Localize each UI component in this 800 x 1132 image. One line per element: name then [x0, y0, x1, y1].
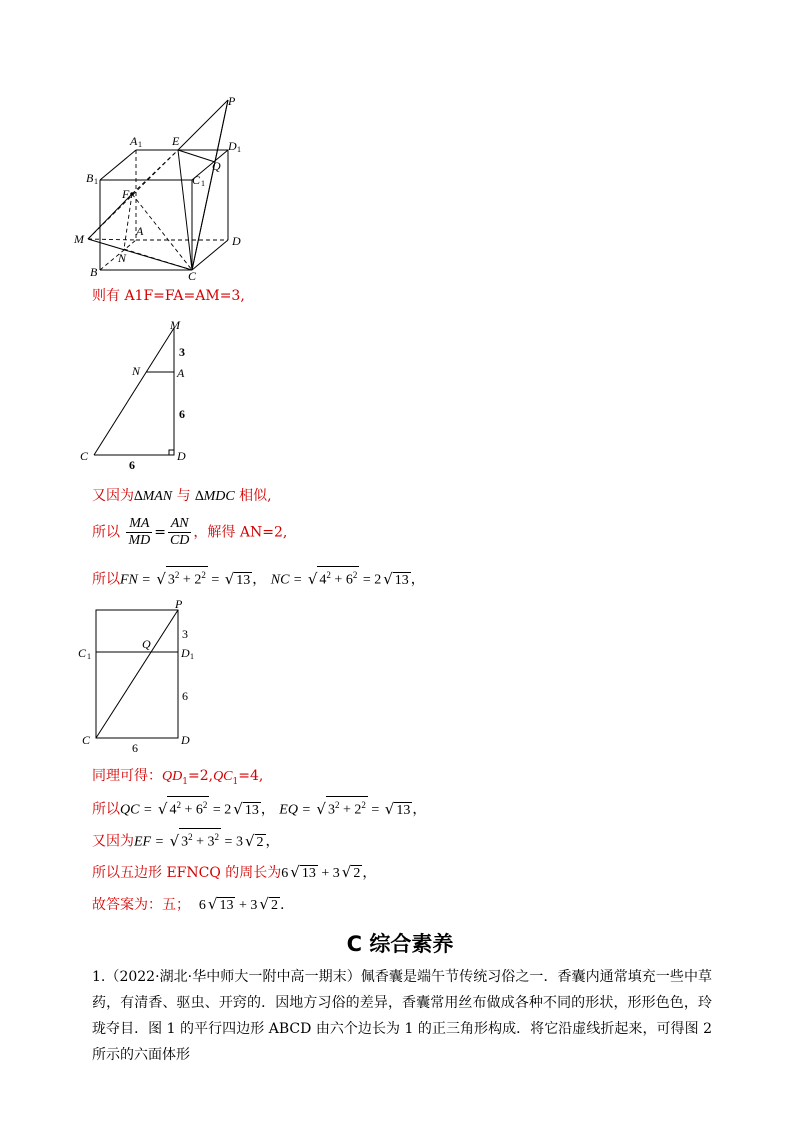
- label-A: A: [136, 224, 144, 238]
- text-line-4: 所以FN = √ $3^2 + 2^2$ = √ 13 ， NC = √ $4^2 + 6^2 = 2$ √ 13 ，: [92, 566, 425, 591]
- svg-text:1: 1: [201, 179, 205, 188]
- svg-text:1: 1: [94, 177, 98, 186]
- label-D: D: [181, 733, 190, 747]
- text-line-3: 所以 $\frac{MA}{MD}$ = $\frac{AN}{CD}$ ，解得 AN=2,: [92, 516, 288, 548]
- svg-text:1: 1: [237, 145, 241, 154]
- length-AD: 6: [179, 407, 185, 421]
- problem-paragraph: 1.（2022·湖北·华中师大一附中高一期末）佩香囊是端午节传统习俗之一．香囊内通常填充一些中草药，有清香、驱虫、开窍的．因地方习俗的差异，香囊常用丝布做成各种不同的形状，形形色色，玲珑夺目．图 1 的平行四边形 ABCD 由六个边长为 1 的正三角形构成．将它沿虚线折起来，可得图 2 所示的六面体形: [92, 969, 712, 1063]
- text-line-6: 所以QC = √ $4^2 + 6^2 = 2$ √ 13 ， EQ = √ $3^2 + 2^2$ = √ 13 ，: [92, 796, 426, 821]
- figure-cube: [74, 92, 250, 283]
- triangle-diagram: [76, 318, 206, 473]
- label-C1: C: [192, 173, 201, 187]
- label-C: C: [82, 733, 91, 747]
- label-B1: B: [86, 171, 94, 185]
- text-line-9: 故答案为：五； 6 √ 13 + 3 √ 2 .: [92, 895, 285, 913]
- label-C1: C: [78, 646, 87, 660]
- figure-rectangle: [76, 598, 206, 753]
- length-PD1: 3: [182, 627, 188, 641]
- text-line-2: 又因为∆MAN 与 ∆MDC 相似,: [92, 488, 272, 504]
- label-P: P: [228, 94, 236, 108]
- label-C: C: [188, 269, 197, 283]
- section-heading: C 综合素养: [346, 932, 454, 956]
- svg-text:1: 1: [138, 140, 142, 149]
- svg-text:1: 1: [87, 652, 91, 661]
- label-D1: D: [181, 646, 190, 660]
- length-MA: 3: [179, 345, 185, 359]
- label-B: B: [90, 265, 98, 279]
- label-P: P: [175, 597, 183, 611]
- length-CD: 6: [132, 741, 138, 755]
- label-F: F: [122, 187, 130, 201]
- label-N: N: [118, 251, 127, 265]
- figure-triangle: [76, 318, 206, 473]
- label-E: E: [172, 134, 180, 148]
- label-M: M: [170, 318, 180, 332]
- svg-text:1: 1: [190, 652, 194, 661]
- text-line-1: 则有 A1F=FA=AM=3,: [92, 288, 245, 304]
- label-Q: Q: [142, 637, 151, 651]
- label-D: D: [232, 234, 241, 248]
- label-A1: A: [130, 134, 138, 148]
- length-D1D: 6: [182, 689, 188, 703]
- text-line-7: 又因为EF = √ $3^2 + 3^2 = 3$ √ 2 ，: [92, 828, 280, 853]
- rectangle-diagram: [76, 598, 206, 753]
- cube-diagram: [74, 92, 250, 283]
- text-line-5: 同理可得：$QD_1=2,QC_1=4$,: [92, 768, 264, 787]
- label-C: C: [80, 449, 89, 463]
- text-line-8: 所以五边形 EFNCQ 的周长为6 √ 13 + 3 √ 2 ，: [92, 863, 377, 881]
- label-Q: Q: [212, 159, 221, 173]
- label-D1: D: [228, 139, 237, 153]
- label-A: A: [177, 366, 185, 380]
- label-M: M: [74, 232, 84, 246]
- length-CD: 6: [129, 458, 135, 472]
- label-D: D: [177, 449, 186, 463]
- label-N: N: [132, 364, 141, 378]
